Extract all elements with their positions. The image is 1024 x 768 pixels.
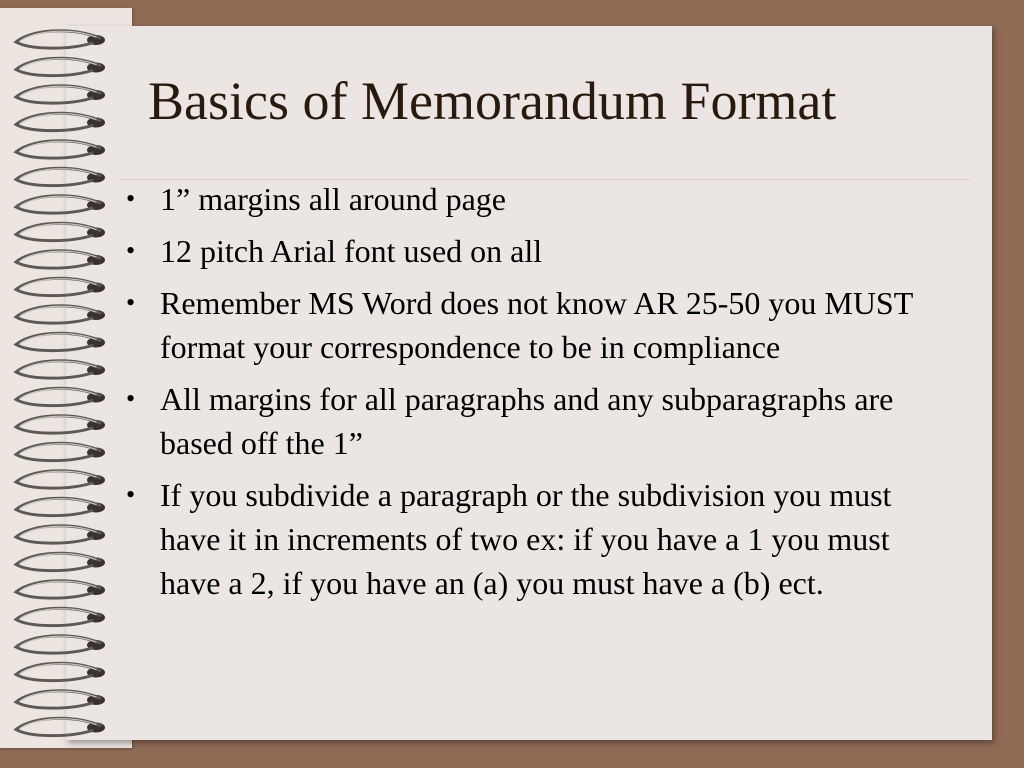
spiral-ring [16,141,105,158]
spiral-ring [16,691,105,708]
bullet-item-ms-word: • Remember MS Word does not know AR 25-50 you MUST format your correspondence to be in compliance [118,281,948,369]
spiral-ring [16,168,105,185]
bullet-item-margins: • 1” margins all around page [118,177,948,221]
spiral-ring [16,663,105,680]
spiral-ring [16,636,105,653]
bullet-item-font: • 12 pitch Arial font used on all [118,229,948,273]
spiral-ring [16,471,105,488]
spiral-ring [16,251,105,268]
bullet-item-paragraph-margins: • All margins for all paragraphs and any subparagraphs are based off the 1” [118,377,948,465]
spiral-ring [16,718,105,735]
spiral-ring [16,443,105,460]
spiral-ring [16,361,105,378]
spiral-ring [16,113,105,130]
spiral-ring [16,58,105,75]
spiral-ring [16,196,105,213]
spiral-ring [16,31,105,48]
spiral-ring [16,223,105,240]
spiral-ring [16,388,105,405]
page-title: Basics of Memorandum Format [148,71,837,131]
spiral-ring [16,581,105,598]
spiral-ring [16,416,105,433]
spiral-ring [16,526,105,543]
bullet-list [118,177,948,613]
spiral-ring [16,498,105,515]
spiral-ring [16,278,105,295]
spiral-ring [16,306,105,323]
spiral-ring [16,333,105,350]
spiral-ring [16,86,105,103]
bullet-item-subdivide: • If you subdivide a paragraph or the subdivision you must have it in increments of two ex: if you have a 1 you must have a 2, if you have an (a) you must have a (b) ect. [118,473,948,605]
spiral-ring [16,553,105,570]
spiral-ring [16,608,105,625]
